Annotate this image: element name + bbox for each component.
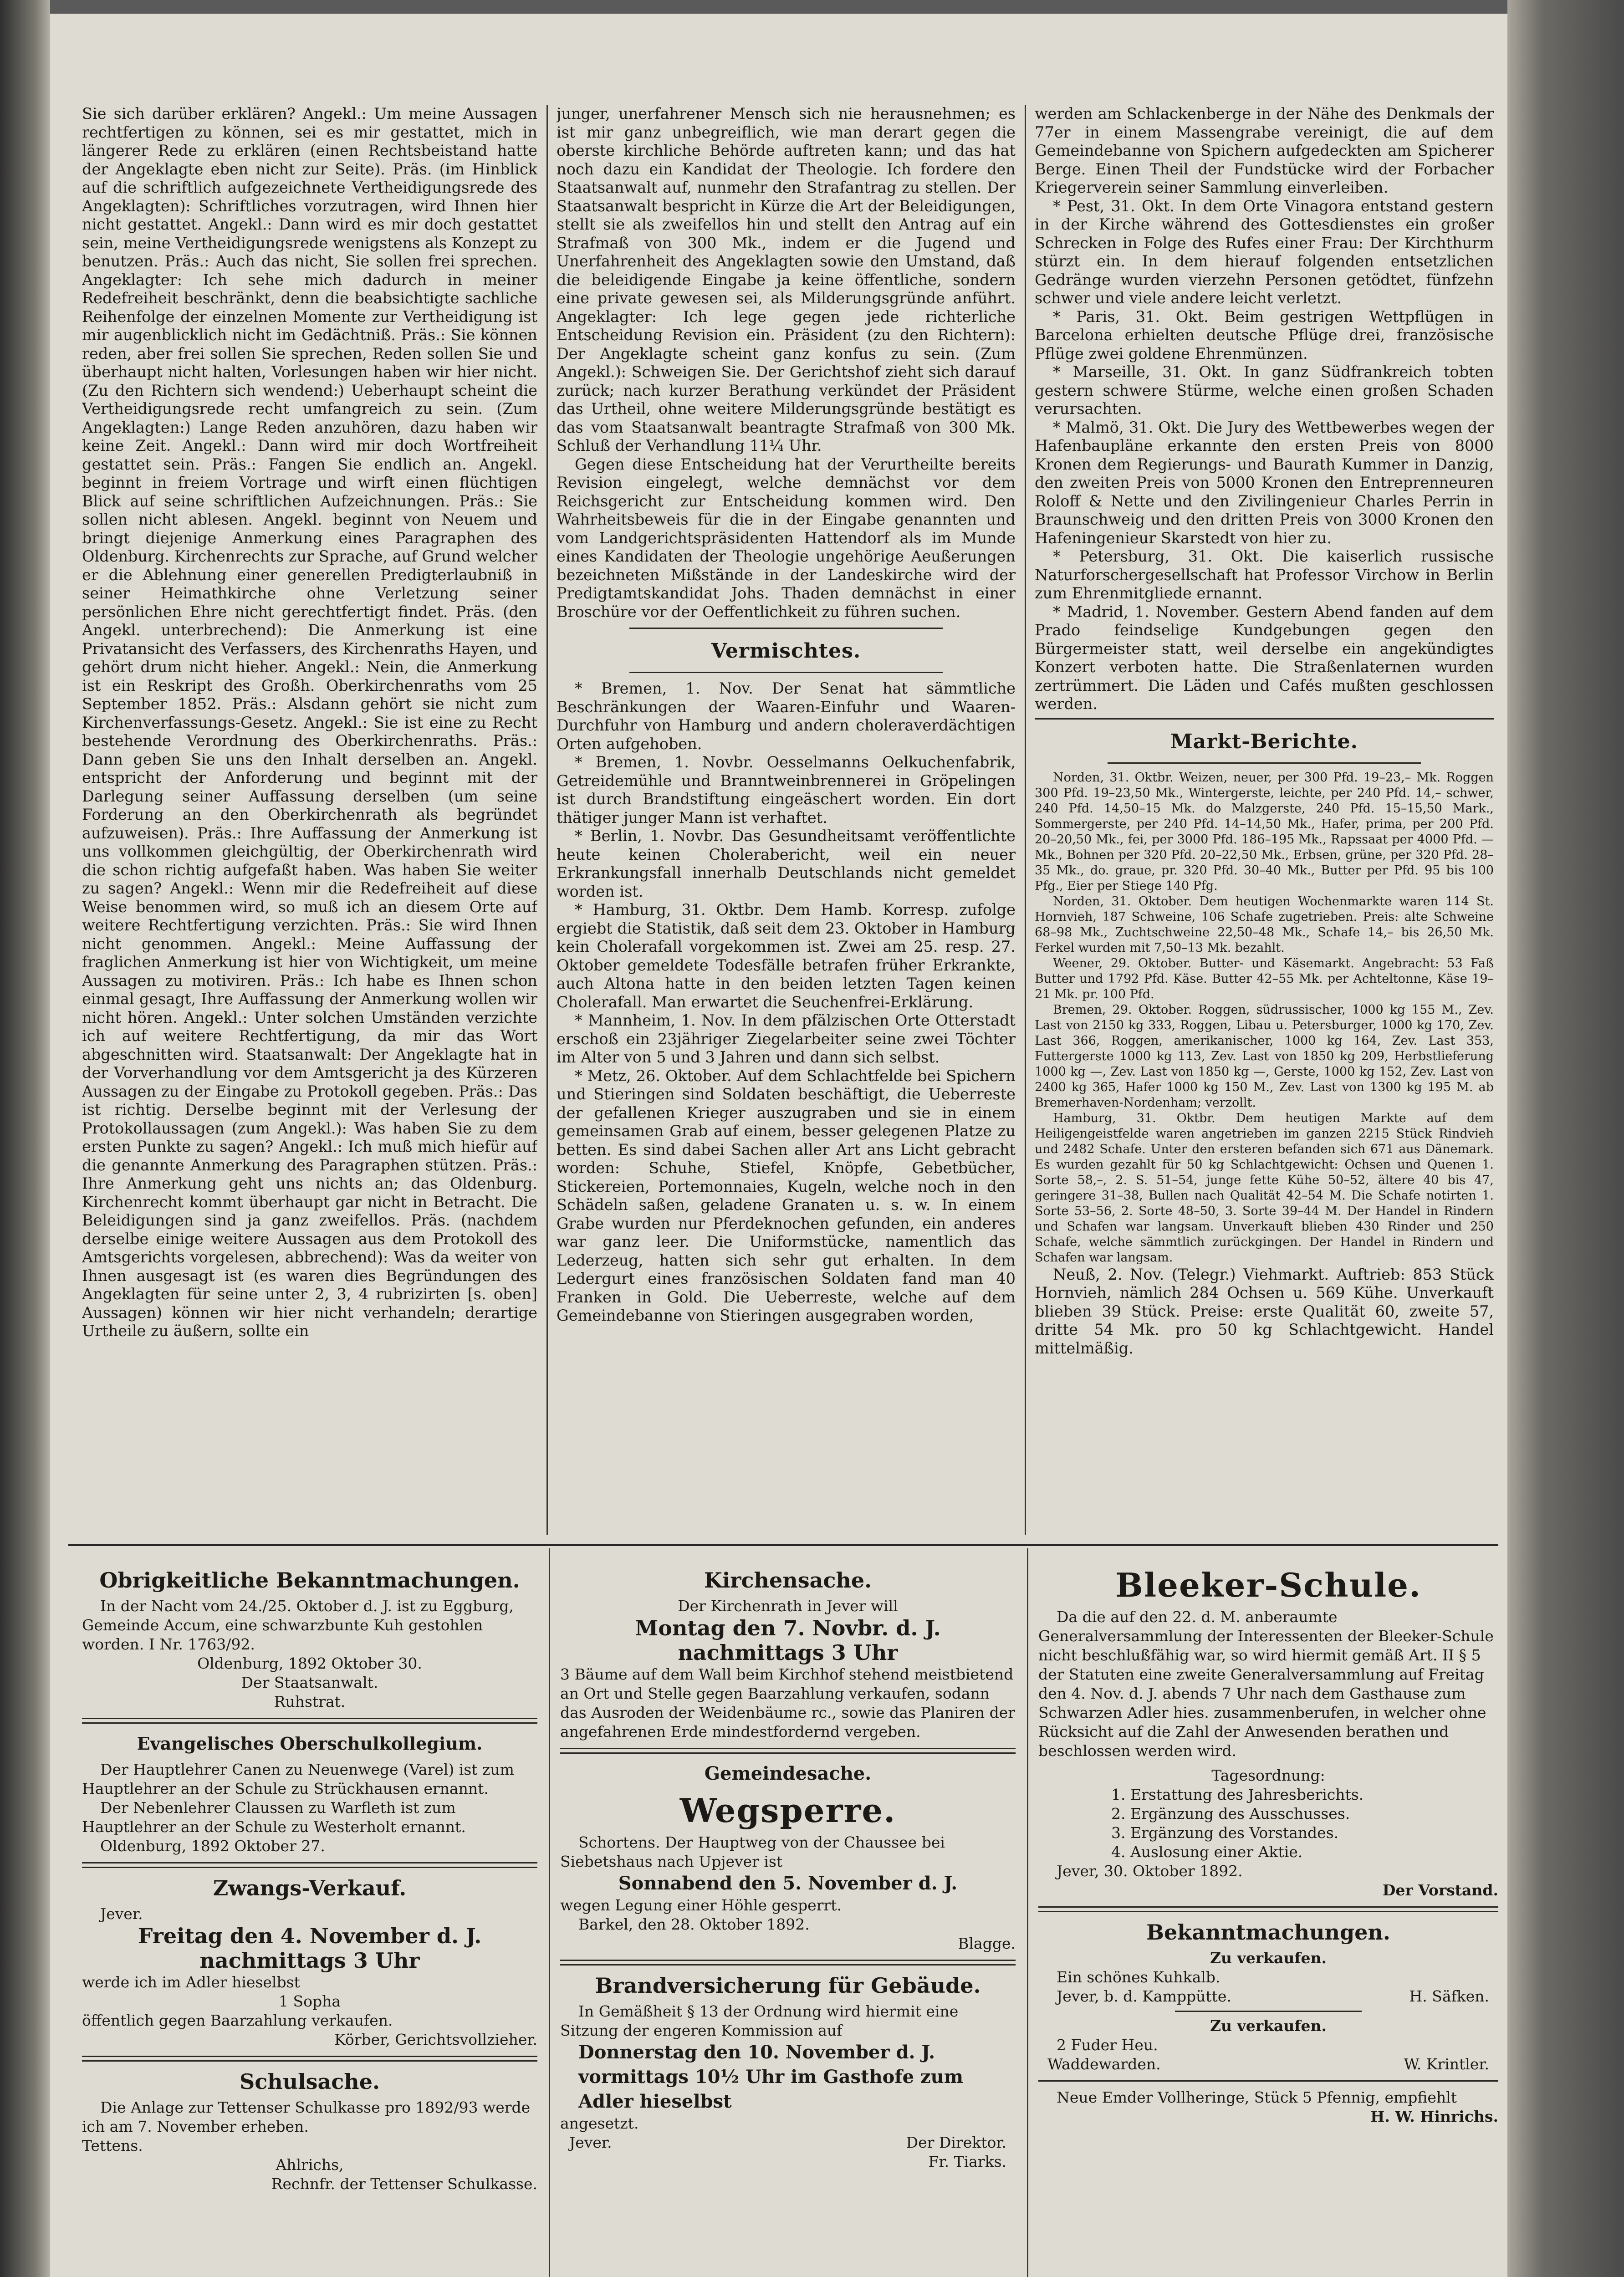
ads-column-2 bbox=[560, 1562, 1016, 2277]
trial-report-end: junger, unerfahrener Mensch sich nie herausnehmen; es ist mir ganz unbegreiflich, wie man derart gegen die oberste kirchliche Behörde auftreten kann; und das hat noch dazu ein Kandidat der Theologie. Ich fordere den Staatsanwalt auf, nunmehr den Strafantrag zu stellen. Der Staatsanwalt bespricht in Kürze die Art der Beleidigungen, stellt sie als zweifellos hin und stellt den Antrag auf ein Strafmaß von 300 Mk., indem er die Jugend und Unerfahrenheit des Angeklagten sowie den Umstand, daß die beleidigende Eingabe ja keine öffentliche, sondern eine private gewesen sei, als Milderungsgründe anführt. Angeklagter: Ich lege gegen jede richterliche Entscheidung Revision ein. Präsident (zu den Richtern): Der Angeklagte scheint ganz konfus zu sein. (Zum Angekl.): Schweigen Sie. Der Gerichtshof zieht sich darauf zurück; nach kurzer Berathung verkündet der Präsident das Urtheil, ohne weitere Milderungsgründe bestätigt es das vom Staatsanwalt beantragte Strafmaß von 300 Mk. Schluß der Verhandlung 11¼ Uhr. bbox=[557, 105, 1016, 454]
ad-title: Evangelisches Oberschulkollegium. bbox=[137, 1733, 483, 1754]
divider bbox=[1035, 718, 1494, 720]
news-item: * Metz, 26. Oktober. Auf dem Schlachtfelde bei Spichern und Stieringen sind Soldaten beschäftigt, die Ueberreste der gefallenen Krieger auszugraben und sie in einem gemeinsamen Grab auf einem, besser gelegenen Platze zu betten. Es sind dabei Sachen aller Art ans Licht gebracht worden: Schuhe, Stiefel, Knöpfe, Gebetbücher, Stickereien, Portemonnaies, Kugeln, welche noch in den Schädeln saßen, geladene Granaten u. s. w. In einem Grabe wurden nur Pferdeknochen gefunden, ein anderes war ganz leer. Die Uniformstücke, namentlich das Lederzeug, hatten sich sehr gut erhalten. In dem Ledergurt eines französischen Soldaten fand man 40 Franken in Gold. Die Ueberreste, welche auf dem Gemeindebanne von Stieringen ausgegraben worden, bbox=[557, 1067, 1016, 1324]
divider bbox=[1038, 1906, 1498, 1912]
agenda-title: Tagesordnung: bbox=[1211, 1766, 1325, 1784]
news-item: * Berlin, 1. Novbr. Das Gesundheitsamt veröffentlichte heute keinen Cholerabericht, weil ein neuer Erkrankungsfall innerhalb Deutschlands nicht gemeldet worden ist. bbox=[557, 827, 1016, 900]
divider bbox=[82, 1718, 537, 1724]
divider bbox=[629, 672, 943, 673]
divider bbox=[560, 1748, 1016, 1754]
trial-report-note: Gegen diese Entscheidung hat der Verurtheilte bereits Revision eingelegt, welche demnächst vor dem Reichsgericht zur Entscheidung kommen wird. Den Wahrheitsbeweis für die in der Eingabe genannten und vom Landgerichtspräsidenten Hattendorf als im Munde eines Kandidaten der Theologie ungehörige Aeußerungen bezeichneten Mißstände in der Landeskirche wird der Predigtamtskandidat Johs. Thaden demnächst in einer Broschüre vor der Oeffentlichkeit zu führen suchen. bbox=[557, 455, 1016, 621]
divider bbox=[82, 1862, 537, 1868]
ad-date-highlight: Freitag den 4. November d. J. nachmittags 3 Uhr bbox=[138, 1924, 482, 1973]
ad-signature: Körber, Gerichtsvollzieher. bbox=[334, 2031, 537, 2048]
ad-signature: Ahlrichs, bbox=[276, 2156, 344, 2174]
ad-text: werde ich im Adler hieselbst bbox=[82, 1973, 300, 1991]
ad-text: In der Nacht vom 24./25. Oktober d. J. ist zu Eggburg, Gemeinde Accum, eine schwarzbunte Kuh gestohlen worden. I Nr. 1763/92. bbox=[82, 1597, 514, 1653]
ad-footer bbox=[1038, 1987, 1498, 2006]
divider bbox=[1038, 2080, 1498, 2082]
ad-place: Waddewarden. bbox=[1047, 2055, 1161, 2073]
ad-date-highlight: Sonnabend den 5. November d. J. bbox=[618, 1873, 958, 1894]
news-item: * Petersburg, 31. Okt. Die kaiserlich russische Naturforschergesellschaft hat Professor Virchow in Berlin zum Ehrenmitgliede ernannt. bbox=[1035, 547, 1494, 602]
news-item: * Hamburg, 31. Oktbr. Dem Hamb. Korresp. zufolge ergiebt die Statistik, daß seit dem 23. Oktober in Hamburg kein Cholerafall vorgekommen ist. Zwei am 25. resp. 27. Oktober gemeldete Todesfälle betrafen früher Erkrankte, auch Altona hatte in den beiden letzten Tagen keinen Cholerafall. Man erwartet die Seuchenfrei-Erklärung. bbox=[557, 901, 1016, 1011]
ad-text: 1 Sopha bbox=[278, 1992, 341, 2010]
news-item: * Marseille, 31. Okt. In ganz Südfrankreich tobten gestern schwere Stürme, welche einen großen Schaden verursachten. bbox=[1035, 363, 1494, 418]
ad-signature: Der Vorstand. bbox=[1382, 1881, 1498, 1899]
ad-text: In Gemäßheit § 13 der Ordnung wird hiermit eine Sitzung der engeren Kommission auf bbox=[560, 2002, 959, 2039]
divider bbox=[1108, 762, 1421, 764]
market-report: Norden, 31. Oktbr. Weizen, neuer, per 300 Pfd. 19–23,– Mk. Roggen 300 Pfd. 19–23,50 Mk., Wintergerste, leichte, per 240 Pfd. 14,– schwer, 240 Pfd. 14,50–15 Mk. do Malzgerste, 240 Pfd. 15–15,50 Mark., Sommergerste, per 240 Pfd. 14–14,50 Mk., Hafer, prima, per 200 Pfd. 20–20,50 Mk., fei, per 3000 Pfd. 186–195 Mk., Rapssaat per 4000 Pfd. — Mk., Bohnen per 320 Pfd. 20–22,50 Mk., Erbsen, grüne, per 320 Pfd. 28–35 Mk., do. graue, pr. 320 Pfd. 30–40 Mk., Butter per Pfd. 95 bis 100 Pfg., Eier per Stiege 140 Pfg. bbox=[1035, 770, 1494, 893]
column-rule bbox=[1025, 105, 1026, 1535]
market-report: Neuß, 2. Nov. (Telegr.) Viehmarkt. Auftrieb: 853 Stück Hornvieh, nämlich 284 Ochsen u. 569 Kühe. Unverkauft blieben 39 Stück. Preise: erste Qualität 60, zweite 57, dritte 54 Mk. pro 50 kg Schlachtgewicht. Handel mittelmäßig. bbox=[1035, 1265, 1494, 1357]
ad-text: 2 Fuder Heu. bbox=[1057, 2036, 1158, 2054]
divider bbox=[82, 2056, 537, 2062]
ad-signature: Fr. Tiarks. bbox=[928, 2153, 1006, 2170]
news-item: * Bremen, 1. Nov. Der Senat hat sämmtliche Beschränkungen der Waaren-Einfuhr und Waaren-Durchfuhr von Hamburg und andern choleraverdächtigen Orten aufgehoben. bbox=[557, 679, 1016, 753]
ad-signature: Der Staatsanwalt. bbox=[241, 1674, 378, 1691]
ad-title: Kirchensache. bbox=[704, 1568, 872, 1593]
ad-date-highlight: Donnerstag den 10. November d. J. vormittags 10½ Uhr im Gasthofe zum Adler hieselbst bbox=[578, 2042, 964, 2112]
ad-place: Jever. bbox=[100, 1905, 143, 1923]
agenda-item: 4. Auslosung einer Aktie. bbox=[1111, 1843, 1303, 1861]
book-spine bbox=[0, 0, 50, 2277]
ad-place: Tettens. bbox=[82, 2137, 143, 2154]
ad-title: Bekanntmachungen. bbox=[1146, 1920, 1390, 1945]
ad-title: Zwangs-Verkauf. bbox=[213, 1876, 407, 1900]
ad-date: Oldenburg, 1892 Oktober 30. bbox=[197, 1654, 422, 1672]
column-rule bbox=[549, 1548, 550, 2277]
column-rule bbox=[546, 105, 548, 1535]
market-report: Weener, 29. Oktober. Butter- und Käsemarkt. Angebracht: 53 Faß Butter und 1792 Pfd. Käse. Butter 42–55 Mk. per Achteltonne, Käse 19–21 Mk. pr. 100 Pfd. bbox=[1035, 956, 1494, 1001]
news-item: * Malmö, 31. Okt. Die Jury des Wettbewerbes wegen der Hafenbaupläne erkannte den ersten Preis von 8000 Kronen dem Regierungs- und Baurath Kummer in Danzig, den zweiten Preis von 5000 Kronen den Entreprenneuren Roloff & Nette und den Zivilingenieur Charles Perrin in Braunschweig und den dritten Preis von 3000 Kronen den Hafeningenieur Skarstedt von hier zu. bbox=[1035, 418, 1494, 547]
column-1 bbox=[82, 105, 537, 1535]
market-report: Hamburg, 31. Oktbr. Dem heutigen Markte auf dem Heiligengeistfelde waren angetrieben im ganzen 2215 Stück Rindvieh und 2482 Schafe. Unter den ersteren befanden sich 671 aus Dänemark. Es wurden gezahlt für 50 kg Schlachtgewicht: Ochsen und Quenen 1. Sorte 58,–, 2. S. 51–54, junge fette Kühe 50–52, ältere 40 bis 47, geringere 31–38, Bullen nach Qualität 42–54 M. Die Schafe notirten 1. Sorte 53–56, 2. Sorte 48–50, 3. Sorte 39–44 M. Der Handel in Rindern und Schafen war langsam. Unverkauft blieben 430 Rinder und 250 Schafe, welche sämmtlich zurückgingen. Der Handel in Rindern und Schafen war langsam. bbox=[1035, 1111, 1494, 1265]
ad-text: angesetzt. bbox=[560, 2114, 639, 2132]
divider bbox=[629, 628, 943, 629]
ad-signature: W. Krintler. bbox=[1404, 2055, 1489, 2073]
ad-text: Der Kirchenrath in Jever will bbox=[678, 1597, 898, 1615]
ad-text: Ein schönes Kuhkalb. bbox=[1057, 1968, 1221, 1986]
ad-text: Die Anlage zur Tettenser Schulkasse pro 1892/93 werde ich am 7. November erheben. bbox=[82, 2098, 531, 2135]
ad-title: Schulsache. bbox=[239, 2069, 380, 2094]
ad-subtitle: Zu verkaufen. bbox=[1210, 2017, 1327, 2035]
ad-text: Der Nebenlehrer Claussen zu Warfleth ist zum Hauptlehrer an der Schule zu Westerholt ernannt. bbox=[82, 1799, 466, 1836]
ad-text: wegen Legung einer Höhle gesperrt. bbox=[560, 1896, 842, 1914]
ad-headline: Wegsperre. bbox=[679, 1791, 896, 1830]
section-title-markt-berichte: Markt-Berichte. bbox=[1170, 730, 1358, 753]
market-report: Norden, 31. Oktober. Dem heutigen Wochenmarkte waren 114 St. Hornvieh, 187 Schweine, 106 Schafe zugetrieben. Preis: alte Schweine 68–98 Mk., Zuchtschweine 22,50–48 Mk., Schafe 14,– bis 26,50 Mk. Ferkel wurden mit 7,50–13 Mk. bezahlt. bbox=[1035, 894, 1494, 955]
ad-place: Jever, b. d. Kamppütte. bbox=[1057, 1987, 1231, 2005]
ad-text: Da die auf den 22. d. M. anberaumte Generalversammlung der Interessenten der Bleeker-Schule nicht beschlußfähig war, so wird hiermit gemäß Art. II § 5 der Statuten eine zweite Generalversammlung auf Freitag den 4. Nov. d. J. abends 7 Uhr nach dem Gasthause zum Schwarzen Adler hies. zusammenberufen, in welcher ohne Rücksicht auf die Zahl der Anwesenden berathen und beschlossen werden wird. bbox=[1038, 1608, 1494, 1760]
ad-signature: Ruhstrat. bbox=[274, 1693, 346, 1710]
ads-column-1 bbox=[82, 1562, 537, 2277]
ad-date: Oldenburg, 1892 Oktober 27. bbox=[100, 1837, 325, 1855]
ad-signature: Der Direktor. bbox=[906, 2134, 1006, 2151]
divider bbox=[1175, 2011, 1362, 2012]
ad-text: Der Hauptlehrer Canen zu Neuenwege (Varel) ist zum Hauptlehrer an der Schule zu Strückhausen ernannt. bbox=[82, 1761, 514, 1797]
ad-signature: H. W. Hinrichs. bbox=[1370, 2108, 1498, 2125]
column-3 bbox=[1035, 105, 1494, 1535]
trial-report-text: Sie sich darüber erklären? Angekl.: Um meine Aussagen rechtfertigen zu können, sei es mir gestattet, mich in längerer Rede zu erklären (einen Rechtsbeistand hatte der Angeklagte eben nicht zur Seite). Präs. (im Hinblick auf die schriftlich aufgezeichnete Vertheidigungsrede des Angeklagten): Schriftliches vorzutragen, wird Ihnen hier nicht gestattet. Angekl.: Dann wird es mir doch gestattet sein, meine Vertheidigungsrede wenigstens als Konzept zu benutzen. Präs.: Auch das nicht, Sie sollen frei sprechen. Angeklagter: Ich sehe mich dadurch in meiner Redefreiheit beschränkt, denn die beabsichtigte sachliche Reihenfolge der einzelnen Momente zur Vertheidigung ist mir augenblicklich nicht im Gedächtniß. Präs.: Sie können reden, aber frei sollen Sie sprechen, Reden sollen Sie und überhaupt nicht halten, Vorlesungen haben wir hier nicht. (Zu den Richtern sich wendend:) Ueberhaupt scheint die Vertheidigungsrede recht umfangreich zu sein. (Zum Angeklagten:) Lange Reden anzuhören, dazu haben wir keine Zeit. Angekl.: Dann wird mir doch Wortfreiheit gestattet sein. Präs.: Fangen Sie endlich an. Angekl. beginnt in freiem Vortrage und wirft einen flüchtigen Blick auf seine schriftlichen Aufzeichnungen. Präs.: Sie sollen nicht ablesen. Angekl. beginnt von Neuem und bringt diejenige Anmerkung eines Paragraphen des Oldenburg. Kirchenrechts zur Sprache, auf Grund welcher er die Ablehnung einer generellen Predigterlaubniß in seiner Heimathkirche ohne Verletzung seiner persönlichen Ehre nicht gerechtfertigt findet. Präs. (den Angekl. unterbrechend): Die Anmerkung ist eine Privatansicht des Verfassers, des Kirchenraths Hayen, und gehört drum nicht hieher. Angekl.: Nein, die Anmerkung ist ein Reskript des Großh. Oberkirchenraths vom 25 September 1852. Präs.: Alsdann gehört sie nicht zum Kirchenverfassungs-Gesetz. Angekl.: Sie ist eine zu Recht bestehende Verordnung des Oberkirchenraths. Präs.: Dann geben Sie uns den Inhalt derselben an. Angekl. entspricht der Anforderung und beginnt mit der Darlegung seiner Auffassung derselben (um seine Forderung an den Oberkirchenrath als begründet aufzuweisen). Präs.: Ihre Auffassung der Anmerkung ist uns vollkommen gleichgültig, der Oberkirchenrath wird die schon richtig aufgefaßt haben. Was haben Sie weiter zu sagen? Angekl.: Wenn mir die Redefreiheit auf diese Weise benommen wird, so muß ich an diesem Orte auf weitere Rechtfertigung verzichten. Präs.: Sie wird Ihnen nicht genommen. Angekl.: Meine Auffassung der fraglichen Anmerkung ist hier von Wichtigkeit, um meine Aussagen zu motiviren. Präs.: Ich habe es Ihnen schon einmal gesagt, Ihre Auffassung der Anmerkung wollen wir nicht hören. Angekl.: Unter solchen Umständen verzichte ich auf weitere Rechtfertigung, da mir das Wort abgeschnitten wird. Staatsanwalt: Der Angeklagte hat in der Vorverhandlung vor dem Amtsgericht ja des Kürzeren Aussagen zu der Eingabe zu Protokoll gegeben. Präs.: Das ist richtig. Derselbe beginnt mit der Verlesung der Protokollaussagen (zum Angekl.): Was haben Sie zu dem ersten Punkte zu sagen? Angekl.: Ich muß mich hiefür auf die genannte Anmerkung des Paragraphen stützen. Präs.: Ihre Anmerkung geht uns nichts an; das Oldenburg. Kirchenrecht kommt überhaupt gar nicht in Betracht. Die Beleidigungen sind ja ganz zweifellos. Präs. (nachdem derselbe einige weitere Aussagen aus dem Protokoll des Amtsgerichts vorgelesen, abbrechend): Was da weiter von Ihnen ausgesagt ist (es waren dies Begründungen des Angeklagten für seine unter 2, 3, 4 rubrizirten [s. oben] Aussagen) können wir hier nicht verhandeln; derartige Urtheile zu äußern, sollte ein bbox=[82, 105, 537, 1340]
news-item: * Madrid, 1. November. Gestern Abend fanden auf dem Prado feindselige Kundgebungen gegen den Bürgermeister statt, weil derselbe ein angekündigtes Konzert verboten hatte. Die Straßenlaternen wurden zertrümmert. Die Läden und Cafés mußten geschlossen werden. bbox=[1035, 602, 1494, 713]
newspaper-page bbox=[50, 14, 1507, 2277]
news-item: * Bremen, 1. Novbr. Oesselmanns Oelkuchenfabrik, Getreidemühle und Branntweinbrennerei in Gröpelingen ist durch Brandstiftung eingeäschert worden. Ein dort thätiger junger Mann ist verhaftet. bbox=[557, 753, 1016, 827]
ad-title: Brandversicherung für Gebäude. bbox=[595, 1973, 981, 1998]
column-rule bbox=[1027, 1548, 1028, 2277]
section-title-vermischtes: Vermischtes. bbox=[711, 639, 861, 663]
ad-place: Jever. bbox=[569, 2134, 612, 2151]
ad-signature: H. Säfken. bbox=[1409, 1987, 1489, 2005]
ad-text: öffentlich gegen Baarzahlung verkaufen. bbox=[82, 2012, 393, 2029]
news-item: * Paris, 31. Okt. Beim gestrigen Wettpflügen in Barcelona erhielten deutsche Pflüge drei, französische Pflüge zwei goldene Ehrenmünzen. bbox=[1035, 307, 1494, 362]
news-item: * Pest, 31. Okt. In dem Orte Vinagora entstand gestern in der Kirche während des Gottesdienstes ein großer Schrecken in Folge des Rufes einer Frau: Der Kirchthurm stürzt ein. In dem hierauf folgenden entsetzlichen Gedränge wurden vierzehn Personen getödtet, fünfzehn schwer und viele andere leicht verletzt. bbox=[1035, 197, 1494, 307]
agenda-item: 2. Ergänzung des Ausschusses. bbox=[1111, 1805, 1350, 1823]
market-report: Bremen, 29. Oktober. Roggen, südrussischer, 1000 kg 155 M., Zev. Last von 2150 kg 333, Roggen, Libau u. Petersburger, 1000 kg 170, Zev. Last 366, Roggen, amerikanischer, 1000 kg 164, Zev. Last 353, Futtergerste 1000 kg 113, Zev. Last von 1850 kg 209, Herbstlieferung 1000 kg —, Zev. Last von 1850 kg —, Gerste, 1000 kg 152, Zev. Last von 2400 kg 365, Hafer 1000 kg 150 M., Zev. Last von 1300 kg 195 M. ab Bremerhaven-Nordenham; verzollt. bbox=[1035, 1002, 1494, 1110]
ad-footer bbox=[1038, 2055, 1498, 2074]
ad-date: Barkel, den 28. Oktober 1892. bbox=[578, 1915, 810, 1933]
ad-date-highlight: Montag den 7. Novbr. d. J. nachmittags 3 Uhr bbox=[635, 1616, 941, 1665]
ad-signature: Rechnfr. der Tettenser Schulkasse. bbox=[271, 2175, 537, 2193]
ad-title: Obrigkeitliche Bekanntmachungen. bbox=[99, 1568, 520, 1593]
news-item: werden am Schlackenberge in der Nähe des Denkmals der 77er in einem Massengrabe vereinigt, die auf dem Gemeindebanne von Spichern aufgedeckten am Spicherer Berge. Einen Theil der Fundstücke wird der Forbacher Kriegerverein seiner Sammlung einverleiben. bbox=[1035, 105, 1494, 196]
ad-subtitle: Zu verkaufen. bbox=[1210, 1949, 1327, 1967]
agenda-item: 1. Erstattung des Jahresberichts. bbox=[1111, 1786, 1364, 1803]
column-2 bbox=[557, 105, 1016, 1535]
ads-separator bbox=[68, 1544, 1498, 1546]
divider bbox=[560, 1960, 1016, 1966]
ad-title: Gemeindesache. bbox=[704, 1763, 872, 1784]
news-item: * Mannheim, 1. Nov. In dem pfälzischen Orte Otterstadt erschoß ein 23jähriger Ziegelarbeiter seine zwei Töchter im Alter von 5 und 3 Jahren und dann sich selbst. bbox=[557, 1011, 1016, 1066]
ad-text: 3 Bäume auf dem Wall beim Kirchhof stehend meistbietend an Ort und Stelle gegen Baarzahlung verkaufen, sodann das Ausroden der Weidenbäume rc., sowie das Planiren der angefahrenen Erde mindestfordernd vergeben. bbox=[560, 1665, 1016, 1741]
ad-text: Neue Emder Vollheringe, Stück 5 Pfennig, empfiehlt bbox=[1057, 2088, 1457, 2106]
ad-signature: Blagge. bbox=[958, 1935, 1016, 1952]
ad-headline: Bleeker-Schule. bbox=[1115, 1566, 1422, 1604]
agenda-item: 3. Ergänzung des Vorstandes. bbox=[1111, 1824, 1339, 1842]
ads-column-3 bbox=[1038, 1562, 1498, 2277]
ad-text: Schortens. Der Hauptweg von der Chaussee bei Siebetshaus nach Upjever ist bbox=[560, 1833, 945, 1870]
ad-date: Jever, 30. Oktober 1892. bbox=[1057, 1862, 1243, 1880]
page-edge bbox=[1507, 0, 1624, 2277]
ad-footer bbox=[560, 2133, 1016, 2152]
